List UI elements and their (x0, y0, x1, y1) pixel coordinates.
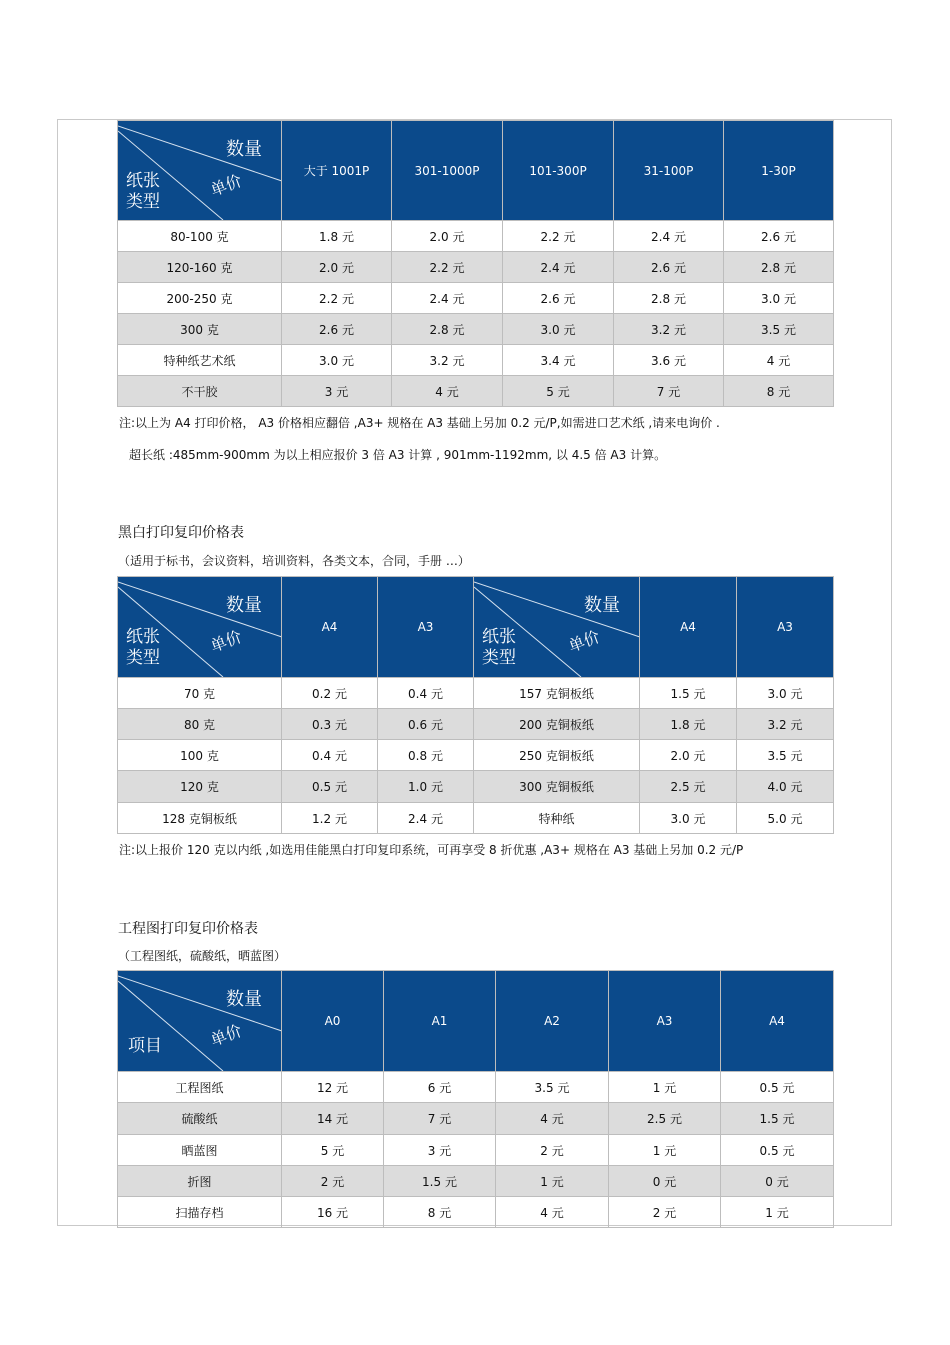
row-label: 80-100 克 (118, 221, 282, 252)
price-cell: 0.5 元 (721, 1135, 834, 1166)
price-cell: 2.2 元 (282, 283, 392, 314)
row-label: 120 克 (118, 771, 282, 803)
price-cell: 2.6 元 (724, 221, 834, 252)
column-header: 301-1000P (392, 121, 503, 221)
row-label: 128 克铜板纸 (118, 803, 282, 834)
table-row (118, 1166, 834, 1197)
section-title: 工程图打印复印价格表 (118, 921, 258, 937)
price-cell: 1 元 (721, 1197, 834, 1228)
price-cell: 1.2 元 (282, 803, 378, 834)
price-cell: 4 元 (496, 1103, 609, 1135)
diagonal-header-cell (118, 121, 282, 221)
row-label: 300 克 (118, 314, 282, 345)
price-cell: 8 元 (384, 1197, 496, 1228)
price-cell: 1 元 (496, 1166, 609, 1197)
table-row (118, 376, 834, 407)
column-header: A3 (609, 971, 721, 1072)
price-cell: 0.3 元 (282, 709, 378, 740)
price-cell: 5 元 (282, 1135, 384, 1166)
price-cell: 2.0 元 (640, 740, 737, 771)
engineering-print-price-table (117, 970, 834, 1228)
price-cell: 3.0 元 (640, 803, 737, 834)
price-cell: 3.2 元 (614, 314, 724, 345)
price-cell: 5.0 元 (737, 803, 834, 834)
row-label: 120-160 克 (118, 252, 282, 283)
price-cell: 0.5 元 (282, 771, 378, 803)
row-label: 工程图纸 (118, 1072, 282, 1103)
type-label: 类型 (482, 648, 516, 668)
price-cell: 2.5 元 (640, 771, 737, 803)
column-header: A2 (496, 971, 609, 1072)
row-label: 扫描存档 (118, 1197, 282, 1228)
price-cell: 1 元 (609, 1135, 721, 1166)
table-row (118, 771, 834, 803)
price-cell: 7 元 (384, 1103, 496, 1135)
price-cell: 3.4 元 (503, 345, 614, 376)
price-cell: 6 元 (384, 1072, 496, 1103)
price-cell: 2.4 元 (392, 283, 503, 314)
diagonal-header-cell (474, 577, 640, 678)
row-label: 300 克铜板纸 (474, 771, 640, 803)
column-header: A3 (378, 577, 474, 678)
price-cell: 2.5 元 (609, 1103, 721, 1135)
color-print-price-table (117, 120, 834, 407)
price-cell: 2.6 元 (614, 252, 724, 283)
row-label: 硫酸纸 (118, 1103, 282, 1135)
table-row (118, 709, 834, 740)
table-row (118, 678, 834, 709)
row-label: 特种纸 (474, 803, 640, 834)
price-cell: 4.0 元 (737, 771, 834, 803)
qty-label: 数量 (226, 595, 262, 616)
table-header-row (118, 971, 834, 1072)
table-note: 注:以上为 A4 打印价格， A3 价格相应翻倍 ,A3+ 规格在 A3 基础上另加 0.2 元/P,如需进口艺术纸 ,请来电询价 . (119, 416, 720, 430)
price-cell: 3.5 元 (496, 1072, 609, 1103)
price-cell: 12 元 (282, 1072, 384, 1103)
column-header: A0 (282, 971, 384, 1072)
price-cell: 2.8 元 (614, 283, 724, 314)
price-cell: 7 元 (614, 376, 724, 407)
row-label: 250 克铜板纸 (474, 740, 640, 771)
diagonal-header-graphic (118, 577, 282, 677)
price-cell: 3.6 元 (614, 345, 724, 376)
qty-label: 数量 (584, 595, 620, 616)
price-cell: 0.2 元 (282, 678, 378, 709)
price-cell: 2 元 (282, 1166, 384, 1197)
price-cell: 2.8 元 (392, 314, 503, 345)
table-row (118, 740, 834, 771)
price-cell: 3.0 元 (282, 345, 392, 376)
price-cell: 2.6 元 (503, 283, 614, 314)
price-cell: 3 元 (282, 376, 392, 407)
table-row (118, 1103, 834, 1135)
table-note: 注:以上报价 120 克以内纸 ,如选用佳能黑白打印复印系统，可再享受 8 折优惠 ,A3+ 规格在 A3 基础上另加 0.2 元/P (119, 843, 744, 857)
price-cell: 2.6 元 (282, 314, 392, 345)
unit-price-label: 单价 (207, 1020, 245, 1050)
qty-label: 数量 (226, 989, 262, 1010)
table-row (118, 314, 834, 345)
diagonal-header-cell (118, 577, 282, 678)
price-cell: 3.5 元 (724, 314, 834, 345)
row-label: 100 克 (118, 740, 282, 771)
table-row (118, 283, 834, 314)
type-label: 类型 (126, 192, 160, 212)
qty-label: 数量 (226, 139, 262, 160)
price-cell: 4 元 (724, 345, 834, 376)
price-cell: 2.0 元 (392, 221, 503, 252)
section-subtitle: （工程图纸，硫酸纸，晒蓝图） (118, 949, 287, 963)
price-cell: 3.2 元 (737, 709, 834, 740)
price-cell: 2.4 元 (503, 252, 614, 283)
price-cell: 0 元 (721, 1166, 834, 1197)
price-cell: 4 元 (392, 376, 503, 407)
price-cell: 0 元 (609, 1166, 721, 1197)
column-header: 1-30P (724, 121, 834, 221)
table-header-row (118, 121, 834, 221)
price-cell: 1 元 (609, 1072, 721, 1103)
diagonal-header-graphic (474, 577, 640, 677)
price-cell: 1.8 元 (282, 221, 392, 252)
row-label: 不干胶 (118, 376, 282, 407)
section-title: 黑白打印复印价格表 (118, 525, 244, 541)
price-cell: 1.5 元 (640, 678, 737, 709)
table-row (118, 803, 834, 834)
price-cell: 1.5 元 (721, 1103, 834, 1135)
column-header: 31-100P (614, 121, 724, 221)
row-label: 70 克 (118, 678, 282, 709)
table-row (118, 252, 834, 283)
price-cell: 3.5 元 (737, 740, 834, 771)
table-row (118, 1197, 834, 1228)
unit-price-label: 单价 (565, 626, 603, 656)
price-cell: 2.8 元 (724, 252, 834, 283)
diagonal-header-graphic (118, 121, 282, 220)
diagonal-header-graphic (118, 971, 282, 1071)
row-label: 晒蓝图 (118, 1135, 282, 1166)
price-cell: 5 元 (503, 376, 614, 407)
price-cell: 2 元 (609, 1197, 721, 1228)
price-cell: 1.0 元 (378, 771, 474, 803)
price-cell: 2.4 元 (378, 803, 474, 834)
diagonal-header-cell (118, 971, 282, 1072)
column-header: A4 (721, 971, 834, 1072)
row-label: 80 克 (118, 709, 282, 740)
column-header: 101-300P (503, 121, 614, 221)
price-cell: 16 元 (282, 1197, 384, 1228)
price-cell: 4 元 (496, 1197, 609, 1228)
row-label: 200-250 克 (118, 283, 282, 314)
column-header: A3 (737, 577, 834, 678)
price-cell: 0.4 元 (282, 740, 378, 771)
price-cell: 0.5 元 (721, 1072, 834, 1103)
price-cell: 0.8 元 (378, 740, 474, 771)
price-cell: 3.0 元 (737, 678, 834, 709)
column-header: A1 (384, 971, 496, 1072)
price-cell: 8 元 (724, 376, 834, 407)
price-cell: 3.2 元 (392, 345, 503, 376)
type-label: 类型 (126, 648, 160, 668)
price-cell: 2.4 元 (614, 221, 724, 252)
column-header: A4 (282, 577, 378, 678)
paper-label: 纸张 (126, 627, 160, 647)
row-label: 折图 (118, 1166, 282, 1197)
row-label: 200 克铜板纸 (474, 709, 640, 740)
item-label: 项目 (128, 1036, 162, 1056)
bw-print-price-table (117, 576, 834, 834)
table-row (118, 345, 834, 376)
paper-label: 纸张 (482, 627, 516, 647)
price-cell: 2.2 元 (392, 252, 503, 283)
price-cell: 1.8 元 (640, 709, 737, 740)
price-cell: 2 元 (496, 1135, 609, 1166)
price-cell: 14 元 (282, 1103, 384, 1135)
price-cell: 3 元 (384, 1135, 496, 1166)
unit-price-label: 单价 (207, 170, 245, 200)
price-cell: 1.5 元 (384, 1166, 496, 1197)
price-cell: 2.0 元 (282, 252, 392, 283)
price-cell: 2.2 元 (503, 221, 614, 252)
unit-price-label: 单价 (207, 626, 245, 656)
price-cell: 3.0 元 (724, 283, 834, 314)
row-label: 157 克铜板纸 (474, 678, 640, 709)
section-subtitle: （适用于标书，会议资料，培训资料，各类文本，合同，手册 …） (118, 554, 470, 568)
paper-label: 纸张 (126, 171, 160, 191)
table-header-row (118, 577, 834, 678)
price-cell: 3.0 元 (503, 314, 614, 345)
row-label: 特种纸艺术纸 (118, 345, 282, 376)
table-row (118, 221, 834, 252)
price-cell: 0.4 元 (378, 678, 474, 709)
column-header: 大于 1001P (282, 121, 392, 221)
table-row (118, 1072, 834, 1103)
long-paper-note: 超长纸 :485mm-900mm 为以上相应报价 3 倍 A3 计算 , 901mm-1192mm, 以 4.5 倍 A3 计算。 (129, 448, 667, 462)
price-cell: 0.6 元 (378, 709, 474, 740)
column-header: A4 (640, 577, 737, 678)
table-row (118, 1135, 834, 1166)
